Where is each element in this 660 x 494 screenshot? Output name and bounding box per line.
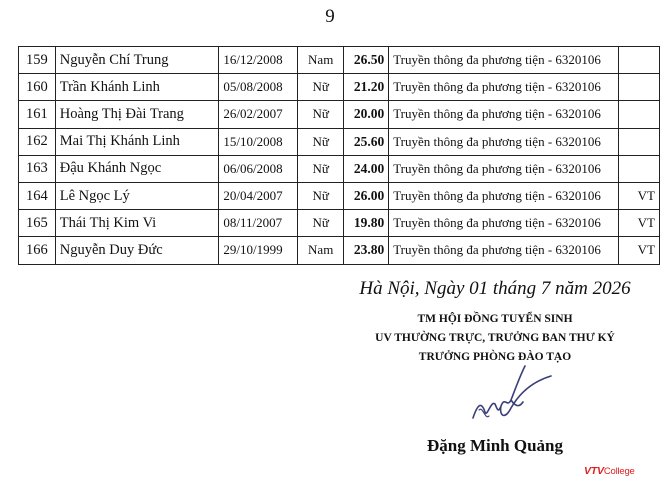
cell-dob: 08/11/2007: [219, 210, 298, 237]
cell-name: Lê Ngọc Lý: [55, 182, 219, 209]
cell-score: 24.00: [344, 155, 389, 182]
cell-sex: Nữ: [297, 101, 343, 128]
cell-stt: 165: [19, 210, 56, 237]
department-title: TRƯỞNG PHÒNG ĐÀO TẠO: [418, 351, 572, 363]
logo-brand: VTV: [584, 465, 604, 477]
table-row: [19, 237, 660, 264]
cell-major: Truyền thông đa phương tiện - 6320106: [389, 74, 618, 101]
logo-suffix: College: [603, 466, 635, 477]
cell-score: 19.80: [344, 210, 389, 237]
page-number: 9: [325, 6, 335, 27]
cell-major: Truyền thông đa phương tiện - 6320106: [389, 101, 618, 128]
cell-note: VT: [618, 237, 659, 264]
cell-stt: 166: [19, 237, 56, 264]
cell-stt: 159: [19, 47, 56, 74]
cell-sex: Nam: [297, 47, 343, 74]
results-table-body: [19, 47, 660, 265]
cell-major: Truyền thông đa phương tiện - 6320106: [389, 128, 618, 155]
cell-note: [618, 155, 659, 182]
cell-major: Truyền thông đa phương tiện - 6320106: [389, 182, 618, 209]
cell-note: [618, 47, 659, 74]
cell-stt: 162: [19, 128, 56, 155]
table-row: [19, 74, 660, 101]
cell-name: Nguyễn Chí Trung: [55, 47, 219, 74]
cell-sex: Nam: [297, 237, 343, 264]
cell-sex: Nữ: [297, 182, 343, 209]
cell-dob: 06/06/2008: [219, 155, 298, 182]
cell-stt: 161: [19, 101, 56, 128]
table-row: [19, 155, 660, 182]
cell-name: Nguyễn Duy Đức: [55, 237, 219, 264]
cell-dob: 26/02/2007: [219, 101, 298, 128]
cell-name: Trần Khánh Linh: [55, 74, 219, 101]
cell-score: 26.50: [344, 47, 389, 74]
secretary-title: UV THƯỜNG TRỰC, TRƯỞNG BAN THƯ KÝ: [375, 332, 615, 344]
cell-stt: 163: [19, 155, 56, 182]
place-date: Hà Nội, Ngày 01 tháng 7 năm 2026: [359, 278, 631, 299]
cell-score: 20.00: [344, 101, 389, 128]
cell-score: 23.80: [344, 237, 389, 264]
table-row: [19, 128, 660, 155]
table-row: [19, 210, 660, 237]
cell-dob: 29/10/1999: [219, 237, 298, 264]
cell-score: 21.20: [344, 74, 389, 101]
cell-score: 26.00: [344, 182, 389, 209]
cell-note: [618, 101, 659, 128]
cell-stt: 160: [19, 74, 56, 101]
cell-stt: 164: [19, 182, 56, 209]
cell-dob: 15/10/2008: [219, 128, 298, 155]
cell-score: 25.60: [344, 128, 389, 155]
signature-block: [330, 268, 660, 455]
cell-dob: 20/04/2007: [219, 182, 298, 209]
handwritten-signature: [465, 360, 555, 432]
cell-sex: Nữ: [297, 74, 343, 101]
cell-name: Mai Thị Khánh Linh: [55, 128, 219, 155]
cell-sex: Nữ: [297, 210, 343, 237]
council-title: TM HỘI ĐỒNG TUYỂN SINH: [417, 313, 573, 325]
cell-sex: Nữ: [297, 155, 343, 182]
cell-sex: Nữ: [297, 128, 343, 155]
cell-major: Truyền thông đa phương tiện - 6320106: [389, 237, 618, 264]
results-table: [18, 46, 660, 265]
cell-note: VT: [618, 210, 659, 237]
vtv-college-logo: [584, 465, 635, 477]
cell-name: Hoàng Thị Đài Trang: [55, 101, 219, 128]
cell-note: [618, 128, 659, 155]
cell-name: Đậu Khánh Ngọc: [55, 155, 219, 182]
cell-note: [618, 74, 659, 101]
cell-name: Thái Thị Kim Vi: [55, 210, 219, 237]
table-row: [19, 47, 660, 74]
cell-major: Truyền thông đa phương tiện - 6320106: [389, 47, 618, 74]
table-row: [19, 101, 660, 128]
table-row: [19, 182, 660, 209]
signer-name: Đặng Minh Quảng: [426, 436, 564, 455]
cell-dob: 05/08/2008: [219, 74, 298, 101]
cell-dob: 16/12/2008: [219, 47, 298, 74]
cell-major: Truyền thông đa phương tiện - 6320106: [389, 155, 618, 182]
cell-note: VT: [618, 182, 659, 209]
cell-major: Truyền thông đa phương tiện - 6320106: [389, 210, 618, 237]
